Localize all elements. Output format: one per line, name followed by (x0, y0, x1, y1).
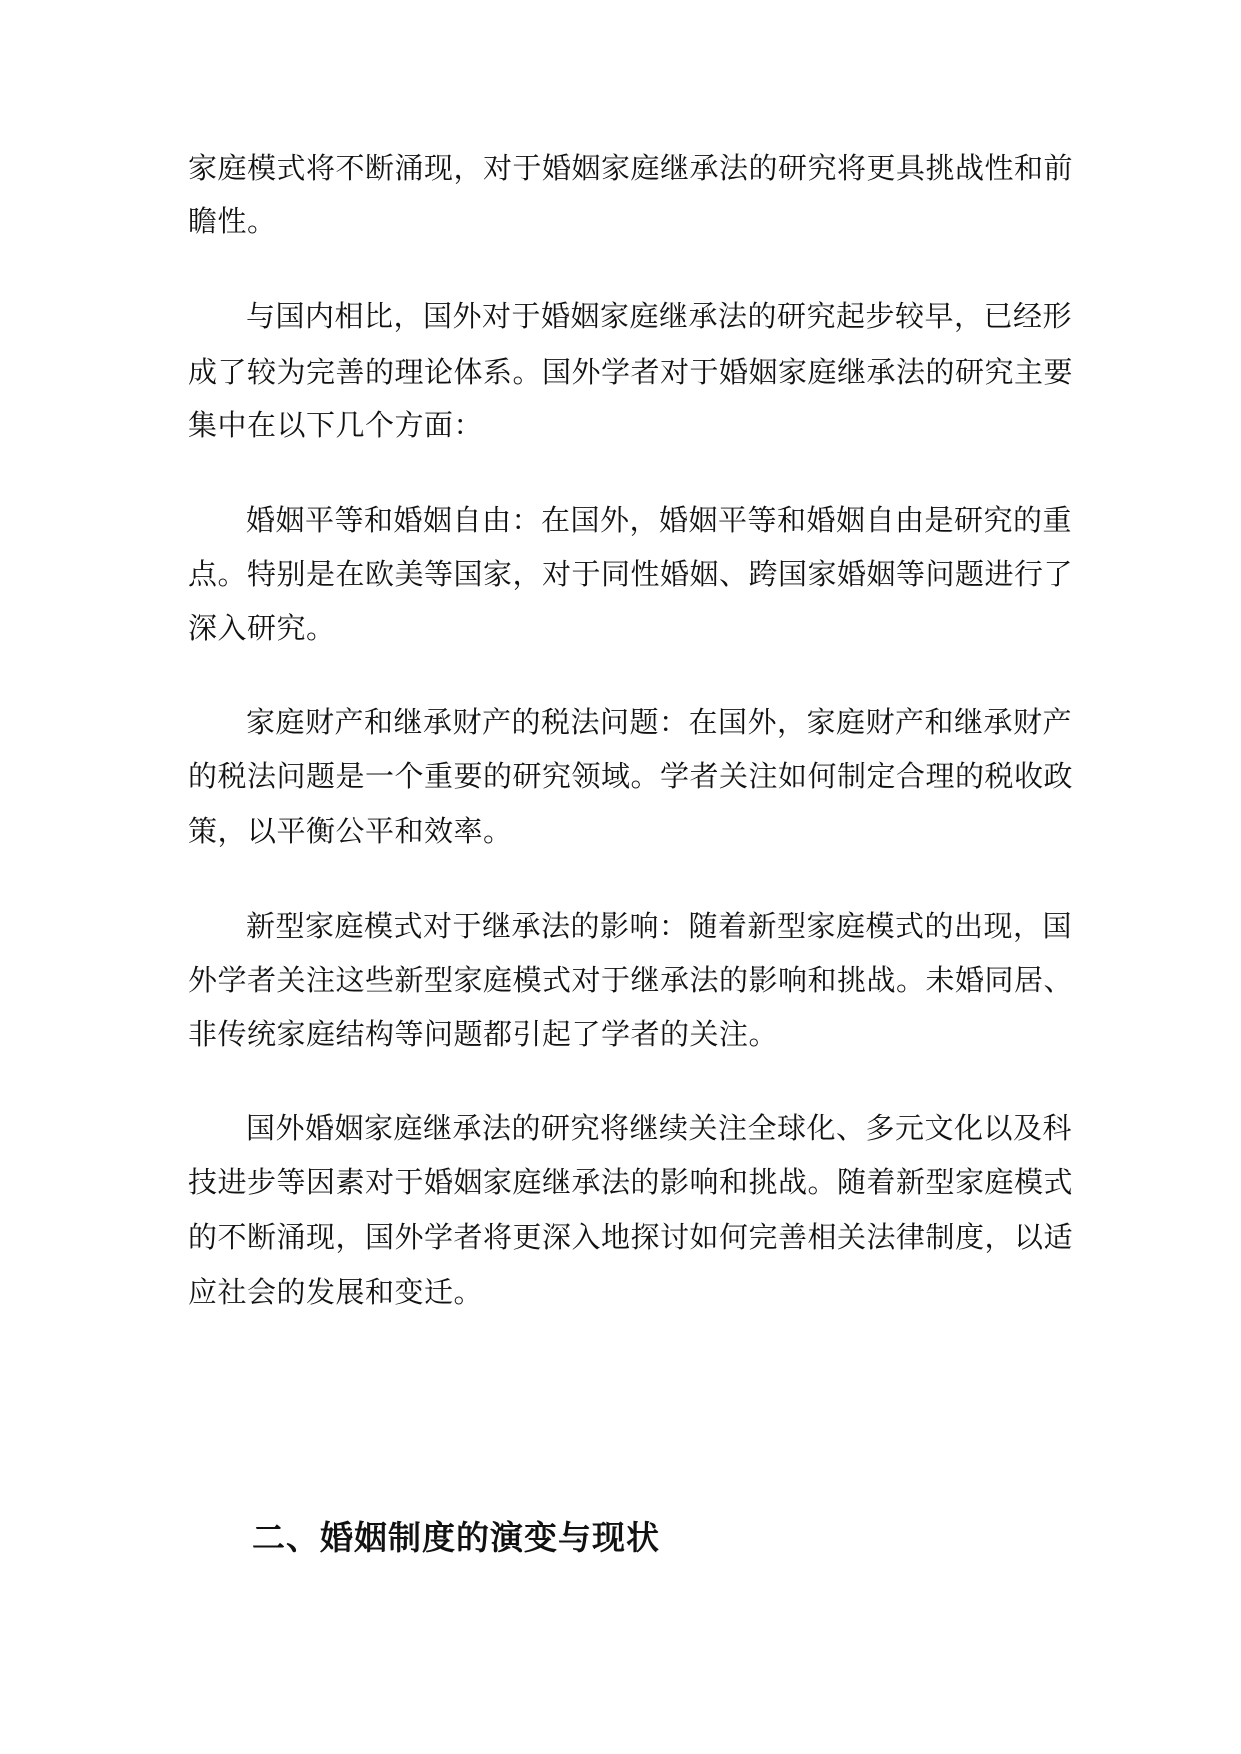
paragraph-line: 家庭财产和继承财产的税法问题：在国外，家庭财产和继承财产 (246, 705, 1073, 739)
paragraph-line: 的不断涌现，国外学者将更深入地探讨如何完善相关法律制度，以适 (188, 1220, 1074, 1254)
paragraph-line: 的税法问题是一个重要的研究领域。学者关注如何制定合理的税收政 (188, 759, 1074, 793)
paragraph-line: 家庭模式将不断涌现，对于婚姻家庭继承法的研究将更具挑战性和前 (188, 151, 1074, 185)
paragraph-line: 技进步等因素对于婚姻家庭继承法的影响和挑战。随着新型家庭模式 (188, 1165, 1074, 1199)
paragraph-line: 瞻性。 (188, 204, 277, 238)
paragraph-line: 成了较为完善的理论体系。国外学者对于婚姻家庭继承法的研究主要 (188, 355, 1074, 389)
paragraph-line: 集中在以下几个方面： (188, 408, 484, 442)
paragraph-line: 外学者关注这些新型家庭模式对于继承法的影响和挑战。未婚同居、 (188, 963, 1074, 997)
paragraph-line: 与国内相比，国外对于婚姻家庭继承法的研究起步较早，已经形 (246, 299, 1073, 333)
paragraph-line: 国外婚姻家庭继承法的研究将继续关注全球化、多元文化以及科 (246, 1111, 1073, 1145)
paragraph-line: 应社会的发展和变迁。 (188, 1275, 484, 1309)
section-heading: 二、婚姻制度的演变与现状 (252, 1518, 660, 1557)
paragraph-line: 新型家庭模式对于继承法的影响：随着新型家庭模式的出现，国 (246, 909, 1073, 943)
paragraph-line: 婚姻平等和婚姻自由：在国外，婚姻平等和婚姻自由是研究的重 (246, 503, 1073, 537)
paragraph-line: 策，以平衡公平和效率。 (188, 814, 513, 848)
paragraph-line: 非传统家庭结构等问题都引起了学者的关注。 (188, 1017, 779, 1051)
paragraph-line: 深入研究。 (188, 611, 336, 645)
paragraph-line: 点。特别是在欧美等国家，对于同性婚姻、跨国家婚姻等问题进行了 (188, 557, 1074, 591)
